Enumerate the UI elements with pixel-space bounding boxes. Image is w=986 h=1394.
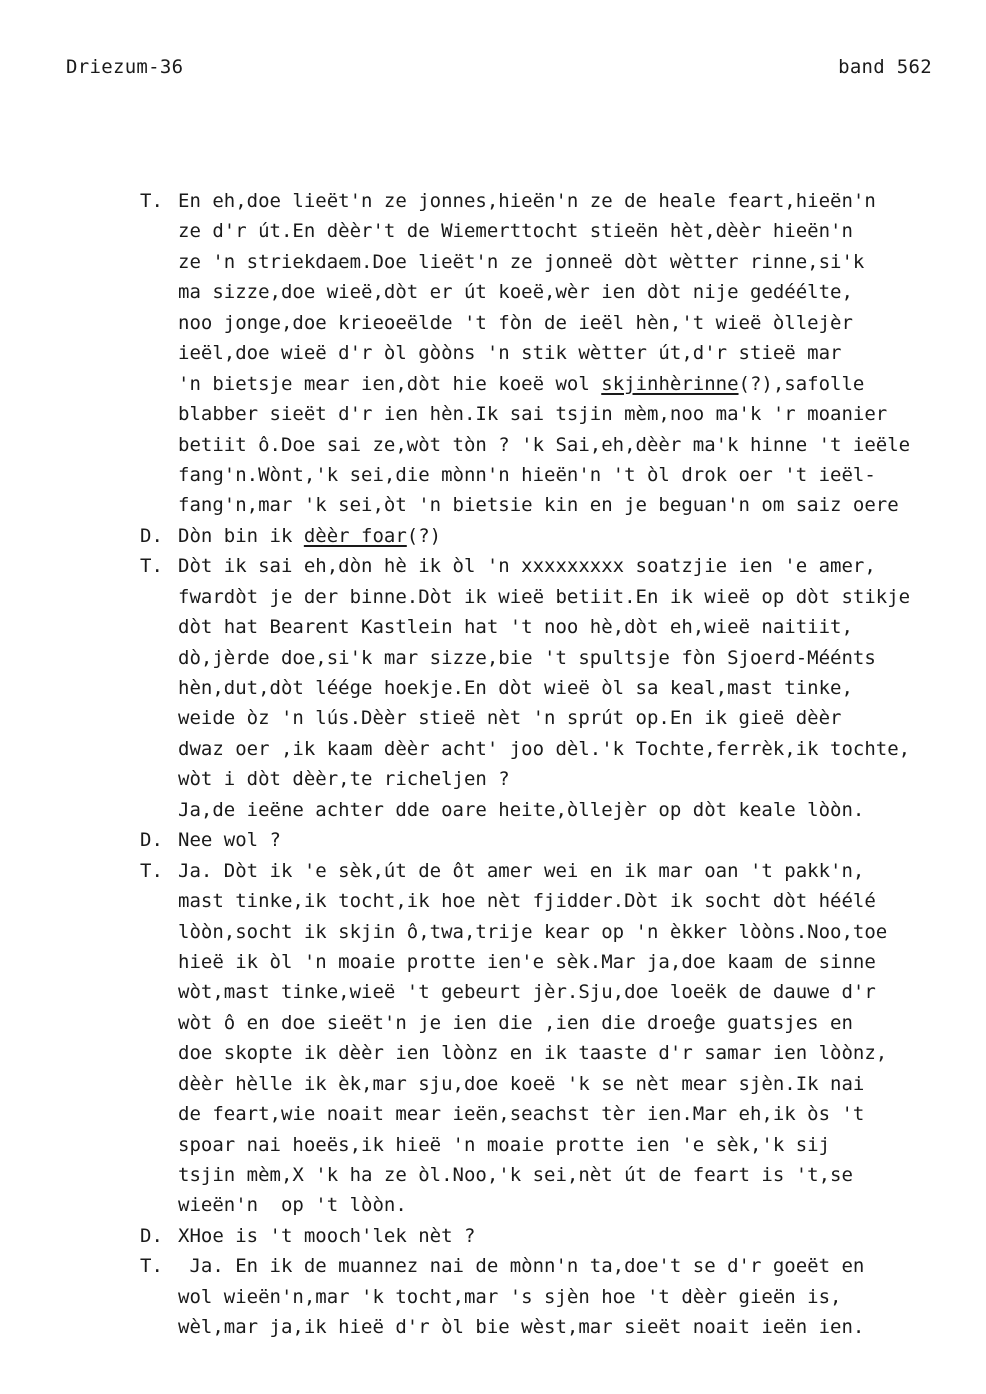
line-text: hèn,dut,dòt léége hoekje.En dòt wieë òl sa keal,mast tinke, bbox=[178, 677, 853, 699]
line-text: Ja. En ik de muannez nai de mònn'n ta,doe't se d'r goeët en bbox=[178, 1255, 865, 1278]
speaker-label bbox=[140, 977, 178, 1007]
speaker-label bbox=[140, 1190, 178, 1220]
transcript-line bbox=[140, 399, 970, 429]
line-text: wòt,mast tinke,wieë 't gebeurt jèr.Sju,doe loeëk de dauwe d'r bbox=[178, 981, 876, 1004]
line-text: lòòn,socht ik skjin ô,twa,trije kear op 'n èkker lòòns.Noo,toe bbox=[178, 920, 888, 943]
transcript-line bbox=[140, 886, 970, 916]
transcript-line bbox=[140, 856, 970, 886]
speaker-label: T. bbox=[140, 555, 163, 578]
line-text: noo jonge,doe krieoeëlde 't fòn de ieël hèn,'t wieë òllejèr bbox=[178, 311, 853, 334]
line-text: Nee wol ? bbox=[178, 829, 281, 852]
line-text: betiit ô.Doe sai ze,wòt tòn ? 'k Sai,eh,dèèr ma'k hinne 't ieële bbox=[178, 433, 911, 456]
speaker-label bbox=[140, 582, 178, 612]
transcript-line bbox=[140, 582, 970, 612]
speaker-label bbox=[140, 886, 178, 916]
speaker-label bbox=[140, 764, 178, 794]
speaker-label bbox=[140, 1069, 178, 1099]
line-text: ze d'r út.En dèèr't de Wiemerttocht stieën hèt,dèèr hieën'n bbox=[178, 220, 853, 243]
transcript-line bbox=[140, 551, 970, 581]
speaker-label bbox=[140, 795, 178, 825]
line-text-after: (?),safolle bbox=[738, 372, 865, 395]
line-text: Dòt ik sai eh,dòn hè ik òl 'n xxxxxxxxx soatzjie ien 'e amer, bbox=[178, 555, 876, 578]
transcript-line bbox=[140, 1038, 970, 1068]
line-text: blabber sieët d'r ien hèn.Ik sai tsjin mèm,noo ma'k 'r moanier bbox=[178, 403, 888, 426]
speaker-label bbox=[140, 1160, 178, 1190]
line-text: wòt ô en doe sieët'n je ien die ,ien die droeĝe guatsjes en bbox=[178, 1011, 853, 1034]
line-text: wèl,mar ja,ik hieë d'r òl bie wèst,mar sieët noait ieën ien. bbox=[178, 1316, 865, 1339]
speaker-label bbox=[140, 460, 178, 490]
speaker-label bbox=[140, 917, 178, 947]
transcript-line bbox=[140, 1130, 970, 1160]
line-text: tsjin mèm,X 'k ha ze òl.Noo,'k sei,nèt út de feart is 't,se bbox=[178, 1164, 853, 1186]
speaker-label bbox=[140, 734, 178, 764]
line-text: wòt i dòt dèèr,te richeljen ? bbox=[178, 768, 510, 791]
line-text: Ja. Dòt ik 'e sèk,út de ôt amer wei en ik mar oan 't pakk'n, bbox=[178, 859, 865, 882]
speaker-label bbox=[140, 490, 178, 520]
speaker-label bbox=[140, 369, 178, 399]
line-text: hieë ik òl 'n moaie protte ien'e sèk.Mar ja,doe kaam de sinne bbox=[178, 950, 876, 973]
speaker-label bbox=[140, 399, 178, 429]
speaker-label bbox=[140, 947, 178, 977]
line-text-after: (?) bbox=[406, 524, 442, 547]
speaker-label bbox=[140, 673, 178, 703]
transcript-line bbox=[140, 1008, 970, 1038]
speaker-label: T. bbox=[140, 1255, 163, 1278]
line-text: XHoe is 't mooch'lek nèt ? bbox=[178, 1224, 476, 1247]
transcript-line bbox=[140, 216, 970, 246]
header-left: Driezum-36 bbox=[66, 56, 184, 78]
speaker-label bbox=[140, 1282, 178, 1312]
line-text: ieël,doe wieë d'r òl gòòns 'n stik wètter út,d'r stieë mar bbox=[178, 342, 842, 365]
transcript-line bbox=[140, 1312, 970, 1342]
speaker-label: D. bbox=[140, 524, 163, 547]
speaker-label bbox=[140, 1099, 178, 1129]
line-text bbox=[178, 369, 970, 399]
line-text-before: Dòn bin ik bbox=[178, 524, 304, 547]
transcript-line bbox=[140, 1282, 970, 1312]
speaker-label bbox=[140, 1130, 178, 1160]
speaker-label bbox=[140, 1312, 178, 1342]
line-text: ma sizze,doe wieë,dòt er út koeë,wèr ien dòt nije gedéélte, bbox=[178, 281, 853, 304]
line-text: de feart,wie noait mear ieën,seachst tèr ien.Mar eh,ik òs 't bbox=[178, 1103, 865, 1126]
transcript-line bbox=[140, 1251, 970, 1281]
transcript-line bbox=[140, 643, 970, 673]
line-text: doe skopte ik dèèr ien lòònz en ik taaste d'r samar ien lòònz, bbox=[178, 1042, 888, 1065]
transcript-line bbox=[140, 460, 970, 490]
line-text: mast tinke,ik tocht,ik hoe nèt fjidder.Dòt ik socht dòt héélé bbox=[178, 890, 876, 913]
underlined-term: skjinhèrinne bbox=[601, 372, 739, 395]
transcript-line bbox=[140, 277, 970, 307]
speaker-label bbox=[140, 612, 178, 642]
transcript-line bbox=[140, 1190, 970, 1220]
line-text: dwaz oer ,ik kaam dèèr acht' joo dèl.'k Tochte,ferrèk,ik tochte, bbox=[178, 737, 911, 760]
transcript-body bbox=[140, 186, 970, 1343]
speaker-label bbox=[140, 338, 178, 368]
transcript-line bbox=[140, 247, 970, 277]
transcript-line bbox=[140, 186, 970, 216]
line-text: dèèr hèlle ik èk,mar sju,doe koeë 'k se nèt mear sjèn.Ik nai bbox=[178, 1072, 865, 1095]
transcript-line bbox=[140, 1221, 970, 1251]
speaker-label: D. bbox=[140, 1224, 163, 1247]
header-right: band 562 bbox=[838, 56, 932, 78]
transcript-line bbox=[140, 734, 970, 764]
speaker-label bbox=[140, 308, 178, 338]
transcript-line bbox=[140, 521, 970, 551]
transcript-line bbox=[140, 430, 970, 460]
transcript-line bbox=[140, 947, 970, 977]
line-text: fang'n.Wònt,'k sei,die mònn'n hieën'n 't òl drok oer 't ieël- bbox=[178, 463, 876, 486]
speaker-label bbox=[140, 1008, 178, 1038]
transcript-line bbox=[140, 825, 970, 855]
line-text: wol wieën'n,mar 'k tocht,mar 's sjèn hoe 't dèèr gieën is, bbox=[178, 1285, 842, 1308]
line-text: fwardòt je der binne.Dòt ik wieë betiit.En ik wieë op dòt stikje bbox=[178, 585, 911, 608]
speaker-label: D. bbox=[140, 829, 163, 852]
transcript-line bbox=[140, 308, 970, 338]
transcript-line bbox=[140, 1160, 970, 1190]
speaker-label bbox=[140, 216, 178, 246]
underlined-term: dèèr foar bbox=[303, 524, 407, 547]
speaker-label bbox=[140, 277, 178, 307]
speaker-label bbox=[140, 1038, 178, 1068]
line-text: dò,jèrde doe,si'k mar sizze,bie 't spultsje fòn Sjoerd-Méénts bbox=[178, 646, 876, 669]
speaker-label: T. bbox=[140, 859, 163, 882]
speaker-label: T. bbox=[140, 190, 163, 212]
transcript-line bbox=[140, 977, 970, 1007]
line-text: fang'n,mar 'k sei,òt 'n bietsie kin en je beguan'n om saiz oere bbox=[178, 494, 899, 517]
line-text: weide òz 'n lús.Dèèr stieë nèt 'n sprút op.En ik gieë dèèr bbox=[178, 707, 842, 730]
transcript-line bbox=[140, 338, 970, 368]
line-text-before: 'n bietsje mear ien,dòt hie koeë wol bbox=[178, 372, 602, 395]
transcript-line bbox=[140, 703, 970, 733]
speaker-label bbox=[140, 643, 178, 673]
speaker-label bbox=[140, 247, 178, 277]
line-text: En eh,doe lieët'n ze jonnes,hieën'n ze de heale feart,hieën'n bbox=[178, 190, 876, 212]
transcript-line bbox=[140, 1099, 970, 1129]
line-text: spoar nai hoeës,ik hieë 'n moaie protte ien 'e sèk,'k sij bbox=[178, 1133, 831, 1156]
speaker-label bbox=[140, 430, 178, 460]
line-text: Ja,de ieëne achter dde oare heite,òllejèr op dòt keale lòòn. bbox=[178, 798, 865, 821]
line-text: ze 'n striekdaem.Doe lieët'n ze jonneë dòt wètter rinne,si'k bbox=[178, 250, 865, 273]
transcript-line bbox=[140, 673, 970, 703]
transcript-line bbox=[140, 917, 970, 947]
line-text bbox=[178, 521, 970, 551]
transcript-line bbox=[140, 795, 970, 825]
transcript-line bbox=[140, 490, 970, 520]
transcript-line bbox=[140, 612, 970, 642]
transcript-line bbox=[140, 1069, 970, 1099]
speaker-label bbox=[140, 703, 178, 733]
line-text: wieën'n op 't lòòn. bbox=[178, 1194, 407, 1217]
transcript-line bbox=[140, 369, 970, 399]
line-text: dòt hat Bearent Kastlein hat 't noo hè,dòt eh,wieë naitiit, bbox=[178, 616, 853, 639]
transcript-line bbox=[140, 764, 970, 794]
